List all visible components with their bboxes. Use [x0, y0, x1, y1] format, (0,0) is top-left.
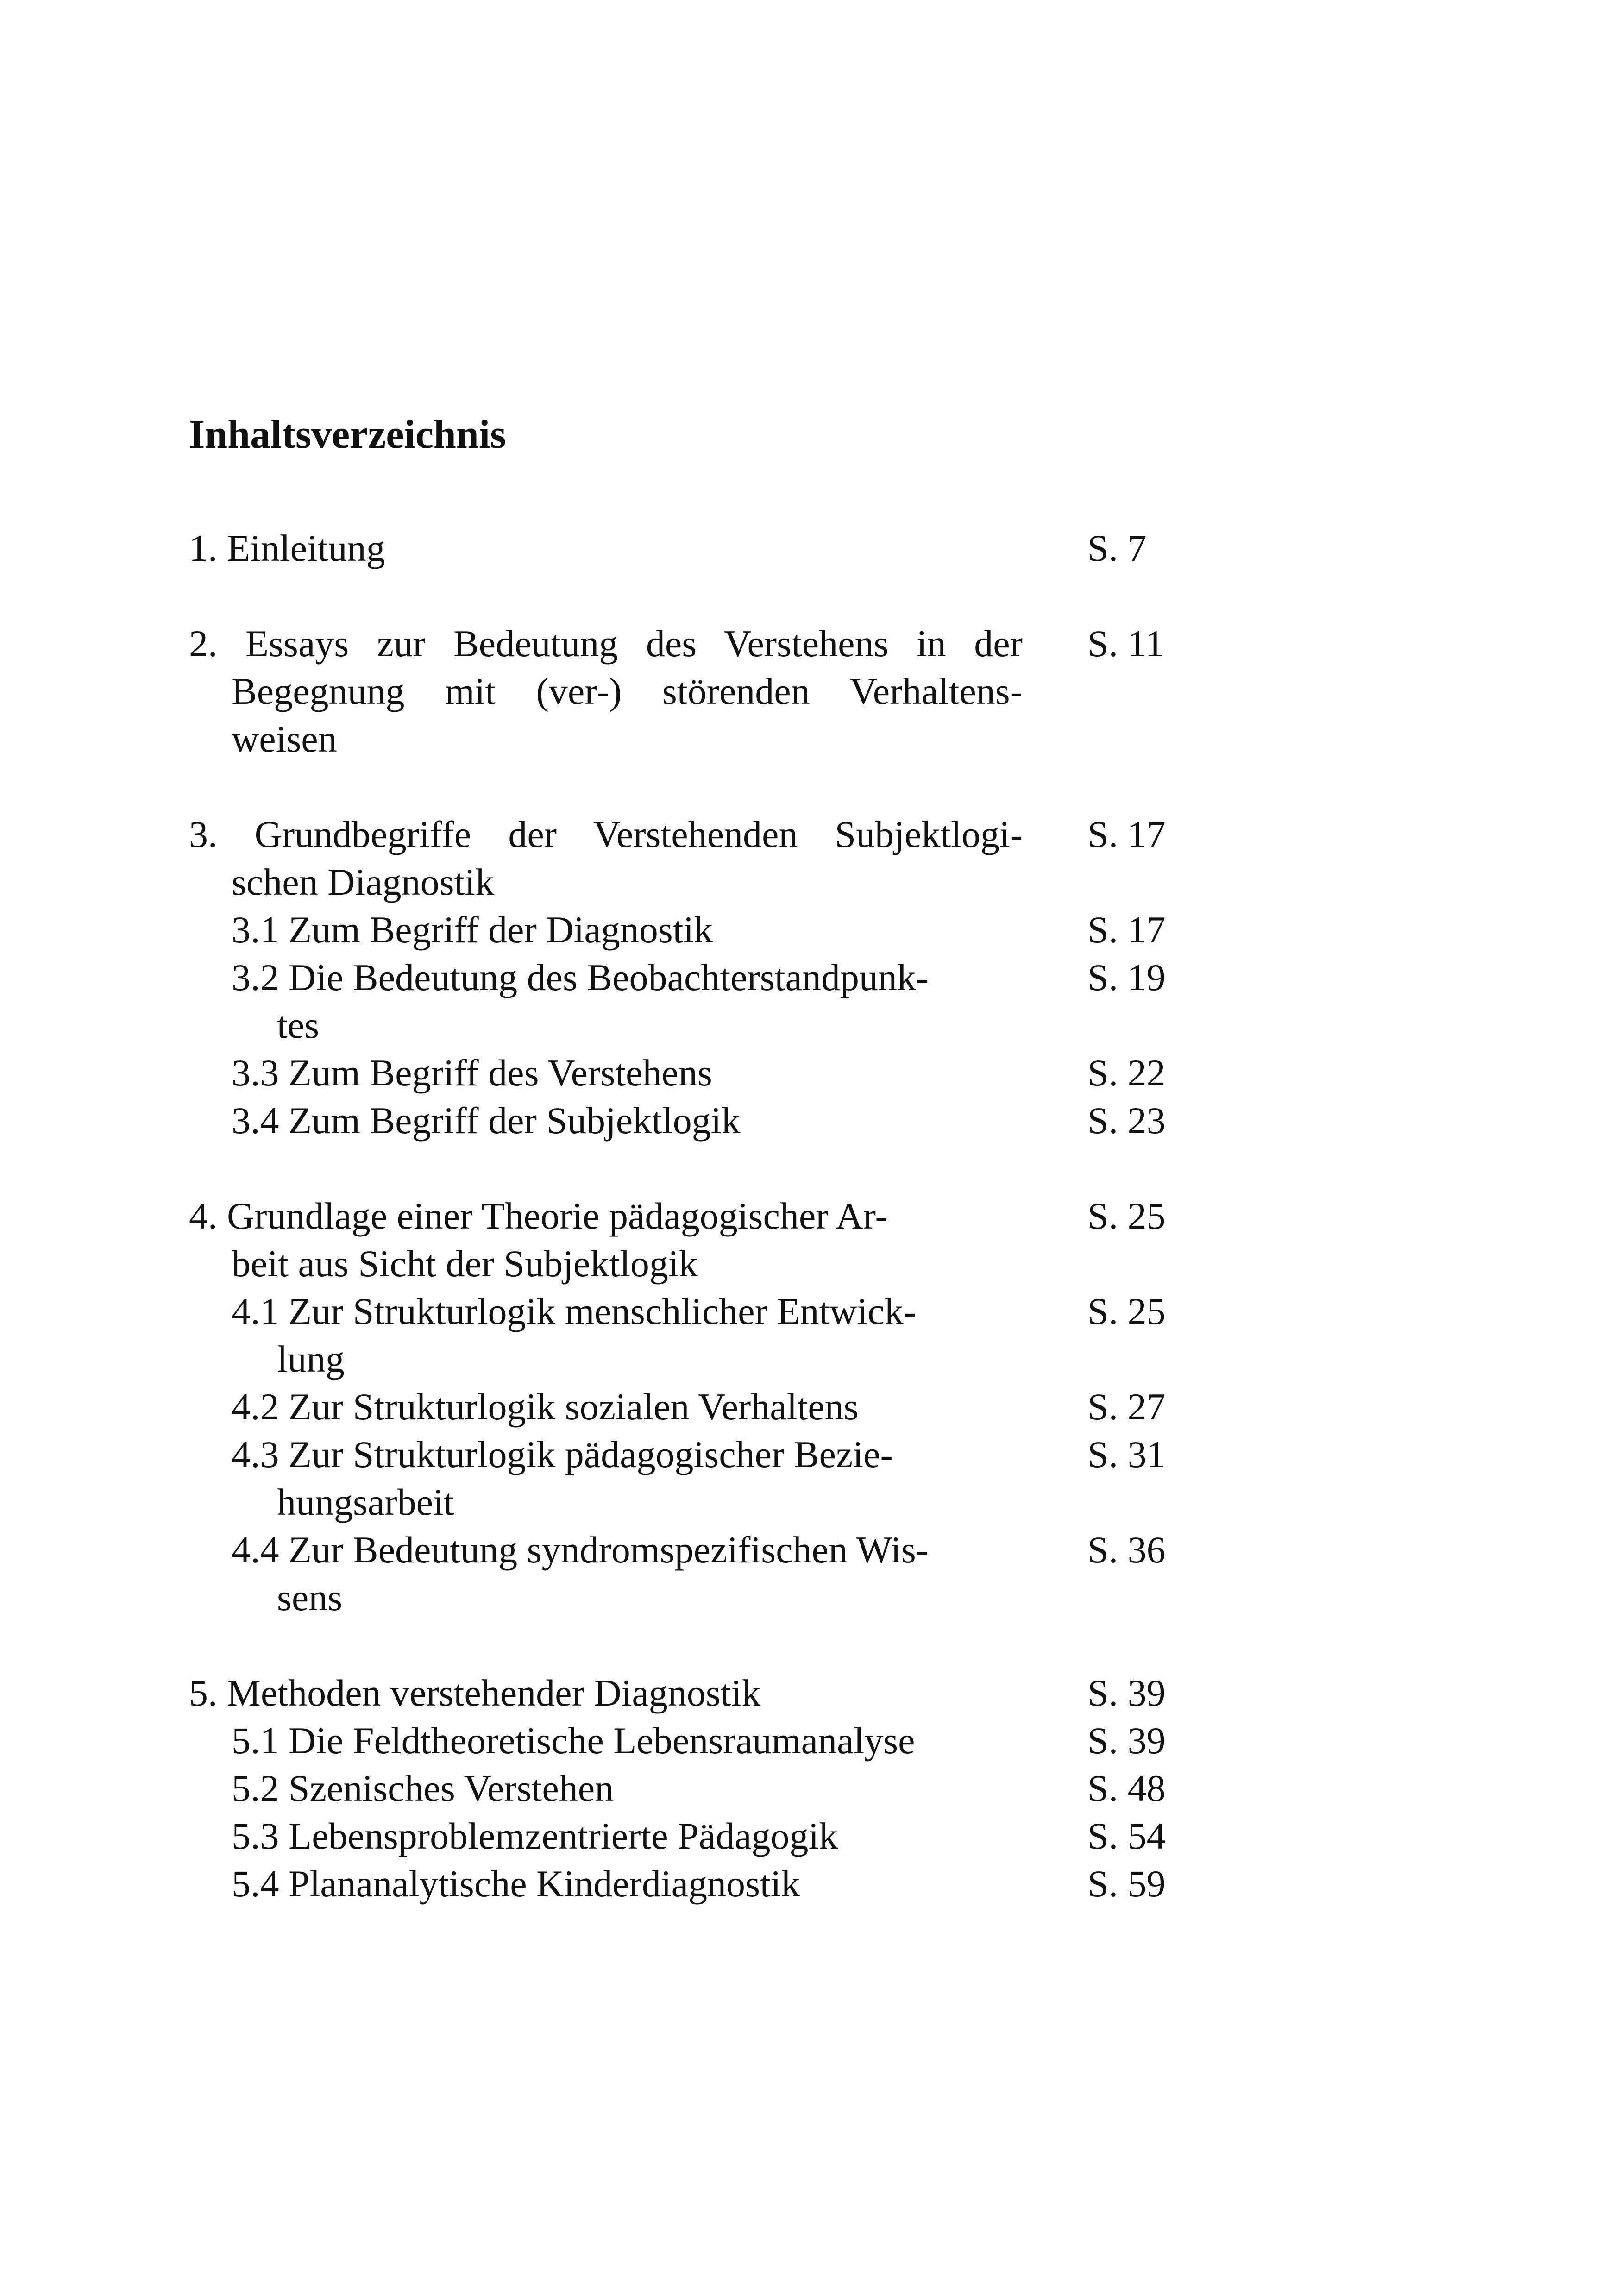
toc-subsection-entry [189, 1049, 1185, 1097]
toc-entry-continuation [189, 1240, 1185, 1287]
toc-entry-continuation [189, 858, 1185, 906]
toc-entry-text: schen Diagnostik [232, 861, 495, 903]
toc-subsection-entry [189, 1287, 1185, 1335]
toc-page-number: S. 7 [1087, 527, 1147, 569]
toc-page-number: S. 25 [1087, 1290, 1166, 1332]
toc-entry-text: sens [277, 1576, 343, 1618]
toc-entry-text: 5. Methoden verstehender Diagnostik [189, 1672, 761, 1714]
toc-subsection-entry [189, 1860, 1185, 1907]
section-spacer [189, 572, 1185, 620]
toc-entry-text: 1. Einleitung [189, 527, 385, 569]
toc-subsection-entry [189, 1383, 1185, 1430]
toc-entry-text: 3.3 Zum Begriff des Verstehens [232, 1052, 712, 1094]
toc-entry-continuation [189, 1001, 1185, 1049]
toc-entry-text: Begegnung mit (ver-) störenden Verhaltens- [232, 670, 1023, 712]
toc-chapter-entry [189, 810, 1185, 858]
toc-entry-text: 4.4 Zur Bedeutung syndromspezifischen Wis- [232, 1529, 929, 1571]
section-spacer [189, 1144, 1185, 1192]
toc-subsection-entry [189, 1526, 1185, 1574]
toc-page-number: S. 23 [1087, 1099, 1166, 1142]
toc-entry-text: 3.1 Zum Begriff der Diagnostik [232, 909, 713, 951]
toc-entry-text: 5.2 Szenisches Verstehen [232, 1767, 614, 1809]
toc-page-number: S. 17 [1087, 813, 1166, 855]
toc-entry-text: hungsarbeit [277, 1481, 454, 1523]
toc-entry-text: 3. Grundbegriffe der Verstehenden Subjektlogi- [189, 813, 1023, 855]
toc-entry-text: beit aus Sicht der Subjektlogik [232, 1242, 698, 1285]
toc-entry-text: 4.3 Zur Strukturlogik pädagogischer Bezie- [232, 1433, 893, 1475]
toc-chapter-entry [189, 524, 1185, 572]
table-of-contents [189, 524, 1185, 1907]
toc-entry-text: 5.3 Lebensproblemzentrierte Pädagogik [232, 1815, 838, 1857]
toc-entry-continuation [189, 667, 1185, 715]
toc-entry-text: 4. Grundlage einer Theorie pädagogischer Ar- [189, 1195, 888, 1237]
toc-entry-text: weisen [232, 718, 337, 760]
toc-entry-text: 5.1 Die Feldtheoretische Lebensraumanalyse [232, 1719, 915, 1762]
toc-entry-text: 4.1 Zur Strukturlogik menschlicher Entwick- [232, 1290, 916, 1332]
toc-entry-text: lung [277, 1338, 345, 1380]
toc-page-number: S. 39 [1087, 1672, 1166, 1714]
toc-entry-text: 5.4 Plananalytische Kinderdiagnostik [232, 1863, 800, 1905]
toc-page-number: S. 54 [1087, 1815, 1166, 1857]
toc-page-number: S. 36 [1087, 1529, 1166, 1571]
toc-page-number: S. 39 [1087, 1719, 1166, 1762]
toc-page-number: S. 59 [1087, 1863, 1166, 1905]
toc-entry-text: 2. Essays zur Bedeutung des Verstehens in der [189, 622, 1023, 665]
toc-page-number: S. 22 [1087, 1052, 1166, 1094]
section-spacer [189, 1621, 1185, 1669]
toc-page-number: S. 17 [1087, 909, 1166, 951]
toc-page-number: S. 25 [1087, 1195, 1166, 1237]
toc-entry-continuation [189, 1574, 1185, 1621]
toc-chapter-entry [189, 620, 1185, 667]
toc-entry-text: 4.2 Zur Strukturlogik sozialen Verhaltens [232, 1386, 859, 1428]
toc-subsection-entry [189, 1764, 1185, 1812]
toc-subsection-entry [189, 954, 1185, 1001]
toc-entry-continuation [189, 1335, 1185, 1383]
section-spacer [189, 763, 1185, 810]
toc-page-number: S. 11 [1087, 622, 1164, 665]
toc-subsection-entry [189, 1097, 1185, 1144]
toc-page-number: S. 48 [1087, 1767, 1166, 1809]
toc-subsection-entry [189, 1812, 1185, 1860]
toc-subsection-entry [189, 1430, 1185, 1478]
toc-chapter-entry [189, 1192, 1185, 1240]
toc-subsection-entry [189, 906, 1185, 954]
toc-page-number: S. 27 [1087, 1386, 1166, 1428]
toc-page-number: S. 31 [1087, 1433, 1166, 1475]
toc-entry-text: tes [277, 1004, 320, 1046]
toc-subsection-entry [189, 1717, 1185, 1764]
toc-chapter-entry [189, 1669, 1185, 1717]
toc-title: Inhaltsverzeichnis [189, 412, 506, 457]
toc-page-number: S. 19 [1087, 956, 1166, 998]
toc-entry-text: 3.2 Die Bedeutung des Beobachterstandpunk- [232, 956, 929, 998]
toc-entry-continuation [189, 715, 1185, 763]
toc-entry-text: 3.4 Zum Begriff der Subjektlogik [232, 1099, 741, 1142]
toc-entry-continuation [189, 1478, 1185, 1526]
